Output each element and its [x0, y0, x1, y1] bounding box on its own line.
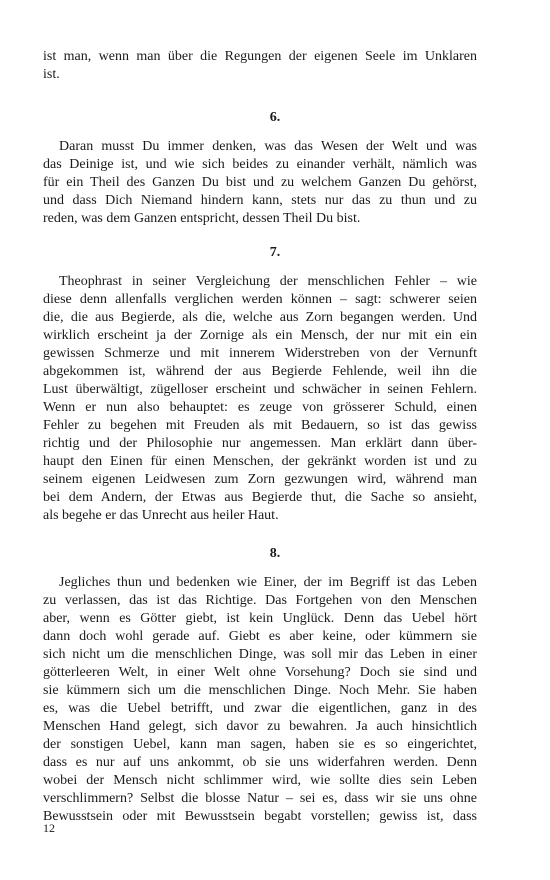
- text-line: verschlimmern? Selbst die blosse Natur – sei es, dass wir sie uns ohne: [43, 791, 477, 806]
- text-line: Menschen Hand gelegt, sich davor zu bewahren. Ja auch hinsichtlich: [43, 719, 477, 734]
- text-line: als begehe er das Unrecht aus heiler Haut.: [43, 508, 279, 523]
- text-line: Fehler zu begehen mit Freuden als mit Bedauern, so ist das gewiss: [43, 418, 477, 433]
- page-number: 12: [43, 821, 55, 835]
- text-line: wobei der Mensch nicht schlimmer wird, wie sollte dies sein Leben: [43, 773, 477, 788]
- text-line: aber, wenn es Götter giebt, ist kein Unglück. Denn das Uebel hört: [43, 611, 477, 626]
- section-number: 7.: [269, 245, 281, 260]
- text-line: Bewusstsein oder mit Bewusstsein begabt vorstellen; gewiss ist, dass: [43, 809, 477, 824]
- text-line: diese denn allenfalls verglichen werden können – sagt: schwerer seien: [43, 292, 477, 307]
- text-line: Daran musst Du immer denken, was das Wesen der Welt und was: [59, 139, 477, 154]
- text-line: und dass Dich Niemand hindern kann, stets nur das zu thun und zu: [43, 193, 477, 208]
- text-line: seinem eigenen Leidwesen zum Zorn gezwungen wird, während man: [43, 472, 477, 487]
- text-line: wirklich erscheint ja der Zornige als ein Mensch, der nur mit ein ein: [43, 328, 477, 343]
- text-line: haupt den Einen für einen Menschen, der gekränkt worden ist und zu: [43, 454, 477, 469]
- text-line: gewissen Schmerze und mit innerem Widerstreben von der Vernunft: [43, 346, 477, 361]
- text-line: Theophrast in seiner Vergleichung der menschlichen Fehler – wie: [59, 274, 477, 289]
- text-line: es, was die Uebel betrifft, und zwar die eigentlichen, ganz in des: [43, 701, 477, 716]
- text-line: bei dem Andern, der Etwas aus Begierde thut, die Sache so ansieht,: [43, 490, 477, 505]
- text-line: für ein Theil des Ganzen Du bist und zu welchem Ganzen Du gehörst,: [43, 175, 477, 190]
- text-line: Wenn er nun also behauptet: es zeuge von grösserer Schuld, einen: [43, 400, 477, 415]
- text-line: der sonstigen Uebel, kann man sagen, haben sie es so eingerichtet,: [43, 737, 477, 752]
- section-number: 6.: [269, 110, 281, 125]
- text-line: Lust überwältigt, zügelloser erscheint und schwächer in seinen Fehlern.: [43, 382, 477, 397]
- text-line: dann doch wohl gerade auf. Giebt es aber keine, oder kümmern sie: [43, 629, 477, 644]
- text-line: abgekommen ist, während der aus Begierde Fehlende, weil ihn die: [43, 364, 477, 379]
- section-number: 8.: [269, 546, 281, 561]
- text-line: dass es nur auf uns ankommt, ob sie uns widerfahren werden. Denn: [43, 755, 477, 770]
- text-line: götterleeren Welt, in einer Welt ohne Vorsehung? Doch sie sind und: [43, 665, 477, 680]
- text-line: ist man, wenn man über die Regungen der eigenen Seele im Unklaren: [43, 49, 477, 64]
- text-line: sich nicht um die menschlichen Dinge, was soll mir das Leben in einer: [43, 647, 477, 662]
- text-line: das Deinige ist, und wie sich beides zu einander verhält, nämlich was: [43, 157, 477, 172]
- text-line: Jegliches thun und bedenken wie Einer, der im Begriff ist das Leben: [59, 575, 477, 590]
- text-line: sie kümmern sich um die menschlichen Dinge. Noch Mehr. Sie haben: [43, 683, 477, 698]
- text-line: richtig und der Philosophie nur angemessen. Man erklärt dann über-: [43, 436, 477, 451]
- text-line: zu verlassen, das ist das Richtige. Das Fortgehen von den Menschen: [43, 593, 477, 608]
- text-line: die, die aus Begierde, als die, welche aus Zorn begangen werden. Und: [43, 310, 477, 325]
- text-line: ist.: [43, 67, 60, 82]
- text-line: reden, was dem Ganzen entspricht, dessen Theil Du bist.: [43, 211, 361, 226]
